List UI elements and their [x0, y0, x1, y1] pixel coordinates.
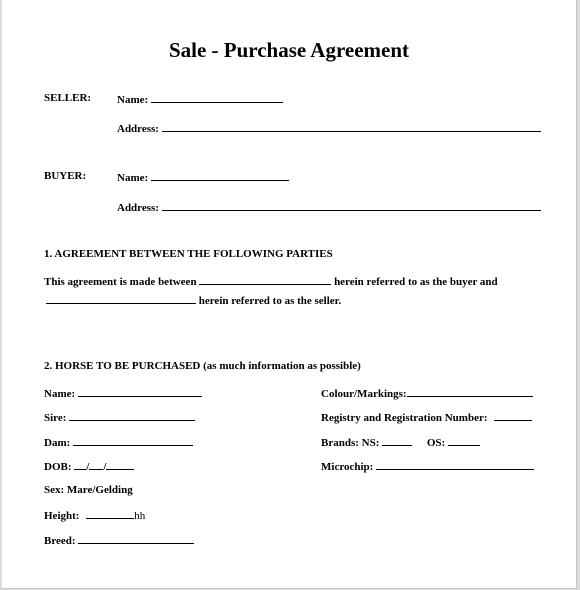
sex-value: Mare/Gelding — [66, 484, 133, 496]
section1-line2 — [46, 293, 341, 307]
buyer-name-blank[interactable] — [151, 170, 289, 181]
dob-row — [44, 459, 134, 473]
dam-row — [44, 435, 193, 449]
brands-ns-label: Brands: NS: — [321, 437, 380, 449]
section1-line2-suffix: herein referred to as the seller. — [198, 295, 342, 307]
buyer-party-blank[interactable] — [199, 274, 331, 285]
buyer-address-label: Address: — [117, 202, 159, 214]
seller-address-blank[interactable] — [162, 121, 541, 132]
brands-ns-blank[interactable] — [382, 435, 412, 446]
horse-name-row — [44, 386, 202, 400]
dob-separator: / — [103, 461, 107, 473]
seller-label: SELLER: — [44, 92, 92, 104]
brands-os-label: OS: — [426, 437, 446, 449]
dam-blank[interactable] — [73, 435, 193, 446]
breed-blank[interactable] — [78, 533, 194, 544]
horse-name-label: Name: — [44, 388, 76, 400]
section1-heading: 1. AGREEMENT BETWEEN THE FOLLOWING PARTIES — [44, 248, 333, 260]
microchip-label: Microchip: — [321, 461, 374, 473]
seller-party-blank[interactable] — [46, 293, 196, 304]
microchip-blank[interactable] — [376, 459, 534, 470]
seller-name-label: Name: — [117, 94, 149, 106]
colour-blank[interactable] — [407, 386, 533, 397]
dob-label: DOB: — [44, 461, 72, 473]
colour-label: Colour/Markings: — [321, 388, 407, 400]
buyer-label: BUYER: — [44, 170, 87, 182]
registry-blank[interactable] — [494, 410, 532, 421]
microchip-row — [321, 459, 534, 473]
colour-row — [321, 386, 533, 400]
section1-line1-prefix: This agreement is made between — [44, 276, 197, 288]
section2-heading-row — [44, 360, 361, 372]
document-page — [2, 0, 577, 589]
height-row — [44, 508, 145, 522]
seller-name-blank[interactable] — [151, 92, 283, 103]
sex-label: Sex: — [44, 484, 65, 496]
page-title: Sale - Purchase Agreement — [168, 38, 410, 62]
dob-day-blank[interactable] — [74, 459, 86, 470]
registry-label: Registry and Registration Number: — [321, 412, 488, 424]
buyer-address-row — [117, 200, 541, 214]
section1-line1 — [44, 274, 498, 288]
seller-address-label: Address: — [117, 123, 159, 135]
dob-month-blank[interactable] — [89, 459, 103, 470]
dam-label: Dam: — [44, 437, 71, 449]
horse-name-blank[interactable] — [78, 386, 202, 397]
height-blank[interactable] — [86, 508, 134, 519]
sire-label: Sire: — [44, 412, 67, 424]
dob-year-blank[interactable] — [106, 459, 134, 470]
dob-separator: / — [86, 461, 90, 473]
buyer-name-label: Name: — [117, 172, 149, 184]
buyer-name-row — [117, 170, 289, 184]
seller-name-row — [117, 92, 283, 106]
height-unit: hh — [134, 510, 146, 522]
sire-blank[interactable] — [69, 410, 195, 421]
registry-row — [321, 410, 532, 424]
seller-address-row — [117, 121, 541, 135]
height-label: Height: — [44, 510, 80, 522]
sire-row — [44, 410, 195, 424]
section2-heading-note: (as much information as possible) — [203, 360, 361, 372]
buyer-address-blank[interactable] — [162, 200, 541, 211]
brands-row — [321, 435, 480, 449]
brands-os-blank[interactable] — [448, 435, 480, 446]
sex-row — [44, 484, 133, 496]
section2-heading: 2. HORSE TO BE PURCHASED — [44, 360, 201, 372]
breed-label: Breed: — [44, 535, 76, 547]
breed-row — [44, 533, 194, 547]
section1-line1-suffix: herein referred to as the buyer and — [334, 276, 498, 288]
